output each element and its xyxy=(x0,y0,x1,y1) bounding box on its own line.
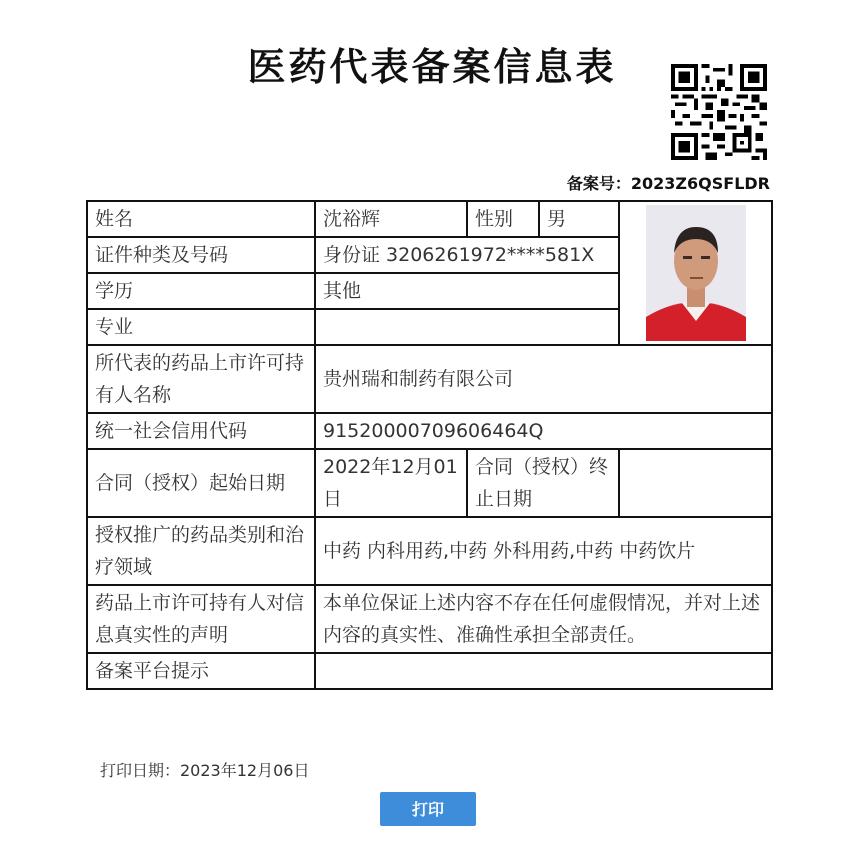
major-label: 专业 xyxy=(87,309,315,345)
holder-label: 所代表的药品上市许可持有人名称 xyxy=(87,345,315,413)
holder-value: 贵州瑞和制药有限公司 xyxy=(315,345,772,413)
record-number xyxy=(567,171,770,194)
platform-tip-label: 备案平台提示 xyxy=(87,653,315,689)
page-title: 医药代表备案信息表 xyxy=(247,45,617,89)
declaration-label: 药品上市许可持有人对信息真实性的声明 xyxy=(87,585,315,653)
start-date-value: 2022年12月01日 xyxy=(315,449,467,517)
record-number-value: 2023Z6QSFLDR xyxy=(630,174,770,193)
platform-tip-value xyxy=(315,653,772,689)
credit-code-value: 91520000709606464Q xyxy=(315,413,772,449)
gender-label: 性别 xyxy=(467,201,539,237)
major-value xyxy=(315,309,619,345)
scope-value: 中药 内科用药,中药 外科用药,中药 中药饮片 xyxy=(315,517,772,585)
name-label: 姓名 xyxy=(87,201,315,237)
education-label: 学历 xyxy=(87,273,315,309)
id-value: 身份证 3206261972****581X xyxy=(315,237,619,273)
credit-code-label: 统一社会信用代码 xyxy=(87,413,315,449)
end-date-label: 合同（授权）终止日期 xyxy=(467,449,619,517)
end-date-value xyxy=(619,449,772,517)
declaration-value: 本单位保证上述内容不存在任何虚假情况，并对上述内容的真实性、准确性承担全部责任。 xyxy=(315,585,772,653)
gender-value: 男 xyxy=(539,201,619,237)
photo-cell xyxy=(619,201,772,345)
info-table xyxy=(86,200,773,690)
id-label: 证件种类及号码 xyxy=(87,237,315,273)
qr-code xyxy=(671,64,767,160)
print-button[interactable]: 打印 xyxy=(380,792,476,826)
print-date: 打印日期：2023年12月06日 xyxy=(100,761,310,780)
name-value: 沈裕辉 xyxy=(315,201,467,237)
record-number-label: 备案号： xyxy=(566,174,631,193)
person-photo xyxy=(646,205,746,341)
education-value: 其他 xyxy=(315,273,619,309)
scope-label: 授权推广的药品类别和治疗领域 xyxy=(87,517,315,585)
start-date-label: 合同（授权）起始日期 xyxy=(87,449,315,517)
